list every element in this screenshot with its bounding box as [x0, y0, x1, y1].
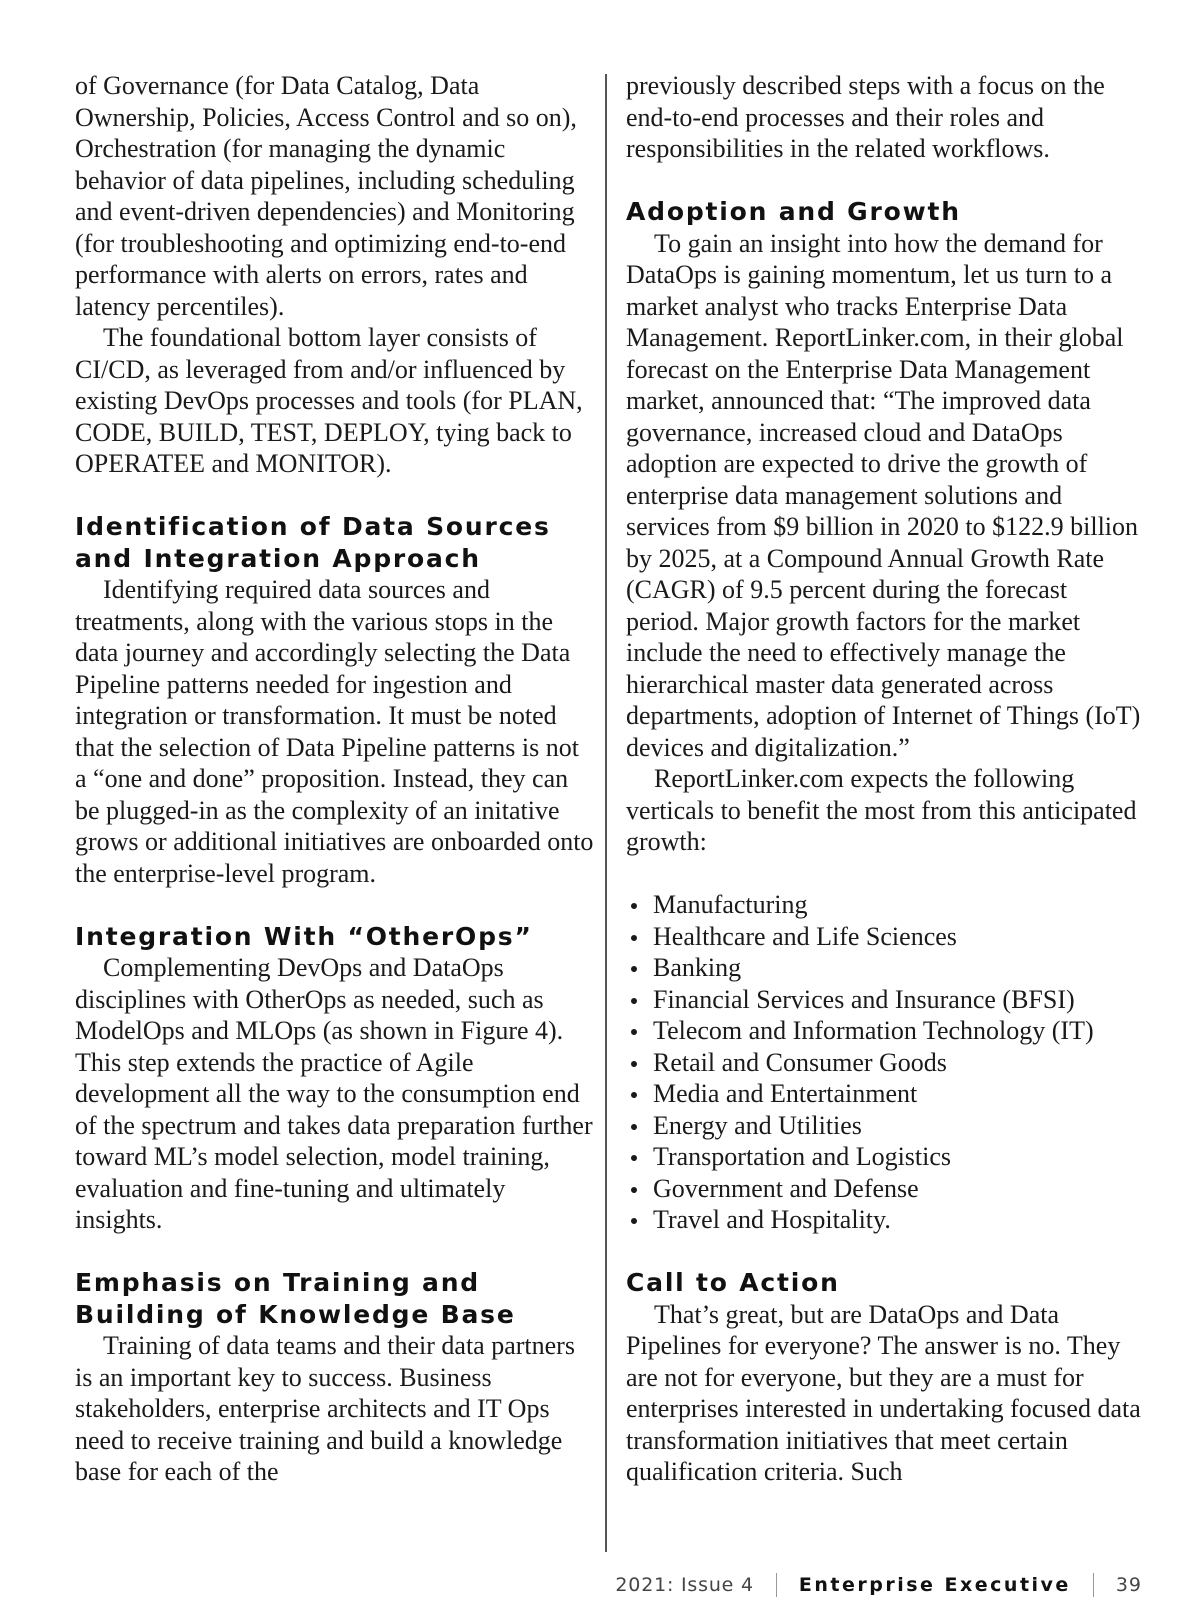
list-item: Telecom and Information Technology (IT)	[626, 1015, 1146, 1047]
column-divider	[605, 74, 607, 1552]
paragraph-continued: previously described steps with a focus on the end-to-end processes and their roles and responsibilities in the related workflows.	[626, 71, 1105, 163]
page-number: 39	[1115, 1574, 1142, 1596]
heading-integration: Integration With “OtherOps”	[75, 921, 533, 951]
paragraph-emphasis: Training of data teams and their data partners is an important key to success. Business stakeholders, enterprise architects and IT Ops need to receive training and build a knowledge base for each of the	[75, 1331, 575, 1486]
spacer	[626, 858, 1146, 890]
paragraph-call-to-action: That’s great, but are DataOps and Data Pipelines for everyone? The answer is no. They are not for everyone, but they are a must for enterprises interested in undertaking focused data transformation initiatives that meet certain qualification criteria. Such	[626, 1299, 1141, 1486]
magazine-title: Enterprise Executive	[798, 1574, 1071, 1596]
paragraph-verticals-intro: ReportLinker.com expects the following verticals to benefit the most from this anticipated growth:	[626, 764, 1137, 856]
paragraph-identification: Identifying required data sources and treatments, along with the various stops in the data journey and accordingly selecting the Data Pipeline patterns needed for ingestion and integration or transformation. It must be noted that the selection of Data Pipeline patterns is not a “one and done” proposition. Instead, they can be plugged-in as the complexity of an initative grows or additional initiatives are onboarded onto the enterprise-level program.	[75, 575, 594, 888]
spacer	[626, 165, 1146, 197]
left-column	[75, 70, 595, 1488]
page-footer	[615, 1570, 1142, 1600]
footer-separator	[1093, 1573, 1094, 1597]
spacer	[626, 1236, 1146, 1268]
spacer	[75, 480, 595, 512]
heading-adoption: Adoption and Growth	[626, 197, 961, 226]
list-item: Healthcare and Life Sciences	[626, 921, 1146, 953]
verticals-list	[626, 889, 1146, 1236]
footer-separator	[776, 1573, 777, 1597]
spacer	[75, 1236, 595, 1268]
list-item: Manufacturing	[626, 889, 1146, 921]
heading-emphasis: Emphasis on Training and Building of Knowledge Base	[75, 1268, 516, 1329]
list-item: Media and Entertainment	[626, 1078, 1146, 1110]
paragraph-governance: of Governance (for Data Catalog, Data Ownership, Policies, Access Control and so on), Orchestration (for managing the dynamic behavior of data pipelines, including scheduling and event-driven dependencies) and Monitoring (for troubleshooting and optimizing end-to-end performance with alerts on errors, rates and latency percentiles).	[75, 71, 577, 321]
heading-call-to-action: Call to Action	[626, 1268, 840, 1297]
heading-identification: Identification of Data Sources and Integration Approach	[75, 512, 551, 573]
issue-label: 2021: Issue 4	[615, 1574, 754, 1596]
spacer	[75, 889, 595, 921]
list-item: Government and Defense	[626, 1173, 1146, 1205]
list-item: Retail and Consumer Goods	[626, 1047, 1146, 1079]
paragraph-adoption: To gain an insight into how the demand for DataOps is gaining momentum, let us turn to a market analyst who tracks Enterprise Data Management. ReportLinker.com, in their global forecast on the Enterprise Data Management market, announced that: “The improved data governance, increased cloud and DataOps adoption are expected to drive the growth of enterprise data management solutions and services from $9 billion in 2020 to $122.9 billion by 2025, at a Compound Annual Growth Rate (CAGR) of 9.5 percent during the forecast period. Major growth factors for the market include the need to effectively manage the hierarchical master data generated across departments, adoption of Internet of Things (IoT) devices and digitalization.”	[626, 228, 1141, 762]
right-column	[626, 70, 1146, 1488]
list-item: Financial Services and Insurance (BFSI)	[626, 984, 1146, 1016]
paragraph-integration: Complementing DevOps and DataOps disciplines with OtherOps as needed, such as ModelOps and MLOps (as shown in Figure 4). This step extends the practice of Agile development all the way to the consumption end of the spectrum and takes data preparation further toward ML’s model selection, model training, evaluation and fine-tuning and ultimately insights.	[75, 953, 593, 1234]
list-item: Energy and Utilities	[626, 1110, 1146, 1142]
list-item: Transportation and Logistics	[626, 1141, 1146, 1173]
list-item: Banking	[626, 952, 1146, 984]
paragraph-foundational-layer: The foundational bottom layer consists of CI/CD, as leveraged from and/or influenced by existing DevOps processes and tools (for PLAN, CODE, BUILD, TEST, DEPLOY, tying back to OPERATEE and MONITOR).	[75, 323, 583, 478]
list-item: Travel and Hospitality.	[626, 1204, 1146, 1236]
